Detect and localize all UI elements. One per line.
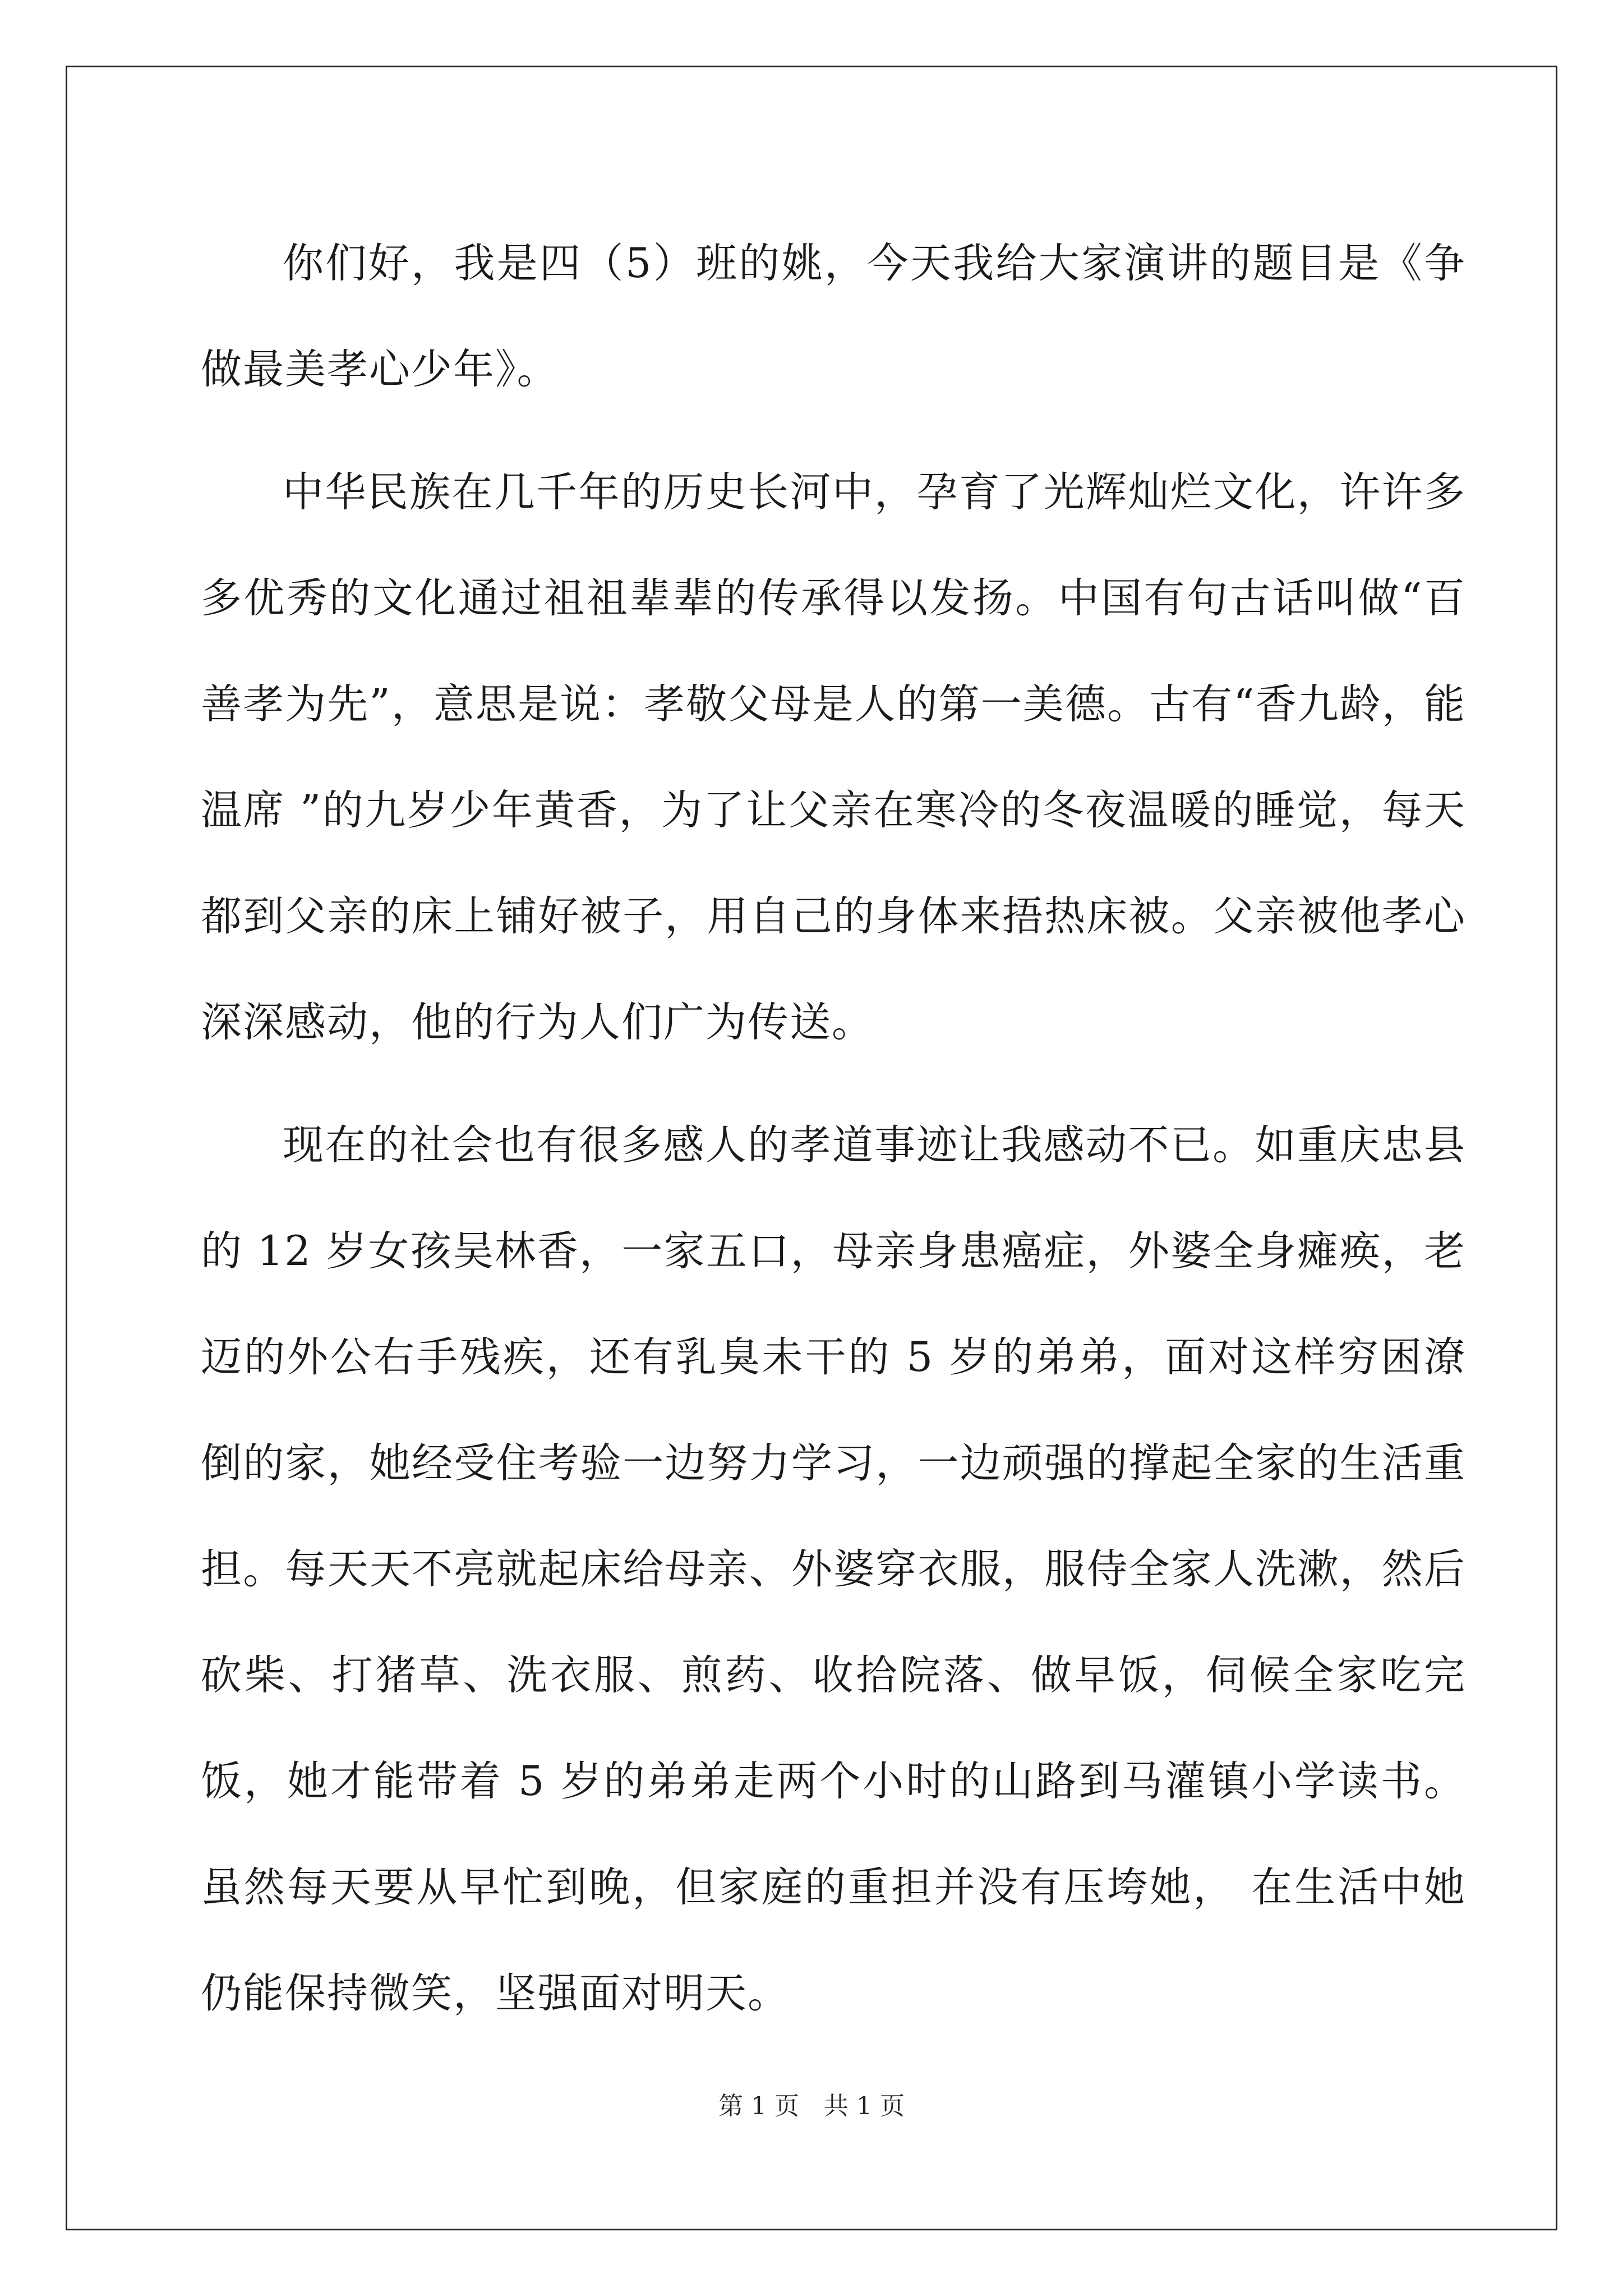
page-number-footer: 第 1 页 共 1 页: [718, 2092, 905, 2120]
document-body: [201, 210, 1466, 2063]
paragraph-modern-example: 现在的社会也有很多感人的孝道事迹让我感动不已。如重庆忠县的 12 岁女孩吴林香，一家五口，母亲身患癌症，外婆全身瘫痪，老迈的外公右手残疾，还有乳臭未干的 5 岁的弟弟，面对这样穷困潦倒的家，她经受住考验一边努力学习，一边顽强的撑起全家的生活重担。每天天不亮就起床给母亲、外婆穿衣服，服侍全家人洗漱，然后砍柴、打猪草、洗衣服、煎药、收拾院落、做早饭，伺候全家吃完饭，她才能带着 5 岁的弟弟走两个小时的山路到马灌镇小学读书。虽然每天要从早忙到晚，但家庭的重担并没有压垮她， 在生活中她仍能保持微笑，坚强面对明天。: [201, 1121, 1467, 2017]
paragraph-greeting: 你们好，我是四（5）班的姚，今天我给大家演讲的题目是《争做最美孝心少年》。: [201, 240, 1466, 393]
paragraph-filial-tradition: 中华民族在几千年的历史长河中，孕育了光辉灿烂文化，许许多多优秀的文化通过祖祖辈辈的传承得以发扬。中国有句古话叫做“百善孝为先”，意思是说：孝敬父母是人的第一美德。古有“香九龄，能温席 ”的九岁少年黄香，为了让父亲在寒冷的冬夜温暖的睡觉，每天都到父亲的床上铺好被子，用自己的身体来捂热床被。父亲被他孝心深深感动，他的行为人们广为传送。: [201, 468, 1466, 1046]
